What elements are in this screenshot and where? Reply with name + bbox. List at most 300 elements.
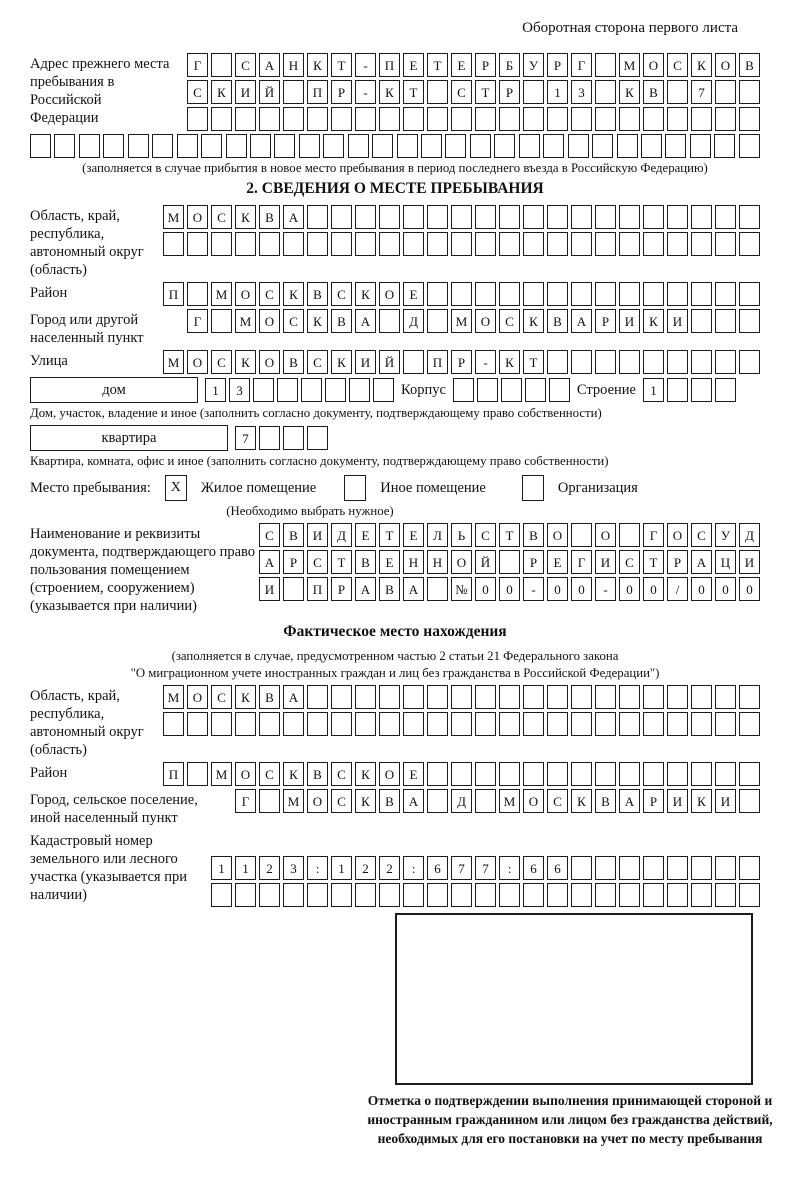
- char-cell[interactable]: [475, 712, 496, 736]
- char-cell[interactable]: [715, 107, 736, 131]
- char-cell[interactable]: К: [307, 53, 328, 77]
- char-cell[interactable]: 2: [355, 856, 376, 880]
- char-cell[interactable]: [403, 883, 424, 907]
- char-cell[interactable]: [691, 378, 712, 402]
- char-cell[interactable]: [427, 205, 448, 229]
- char-cell[interactable]: [475, 883, 496, 907]
- char-cell[interactable]: -: [523, 577, 544, 601]
- char-cell[interactable]: [543, 134, 564, 158]
- char-cell[interactable]: [499, 205, 520, 229]
- char-cell[interactable]: [643, 232, 664, 256]
- char-cell[interactable]: /: [667, 577, 688, 601]
- char-cell[interactable]: В: [307, 762, 328, 786]
- char-cell[interactable]: [477, 378, 498, 402]
- char-cell[interactable]: С: [307, 550, 328, 574]
- char-cell[interactable]: [571, 856, 592, 880]
- char-cell[interactable]: [259, 883, 280, 907]
- char-cell[interactable]: А: [259, 53, 280, 77]
- char-cell[interactable]: [211, 309, 232, 333]
- char-cell[interactable]: [595, 712, 616, 736]
- char-cell[interactable]: К: [211, 80, 232, 104]
- char-cell[interactable]: [307, 883, 328, 907]
- char-cell[interactable]: [427, 309, 448, 333]
- char-cell[interactable]: [715, 685, 736, 709]
- char-cell[interactable]: О: [643, 53, 664, 77]
- char-cell[interactable]: [397, 134, 418, 158]
- char-cell[interactable]: 1: [643, 378, 664, 402]
- char-cell[interactable]: [667, 378, 688, 402]
- char-cell[interactable]: П: [379, 53, 400, 77]
- char-cell[interactable]: [619, 523, 640, 547]
- char-cell[interactable]: К: [355, 762, 376, 786]
- char-cell[interactable]: О: [187, 685, 208, 709]
- char-cell[interactable]: [355, 685, 376, 709]
- char-cell[interactable]: :: [403, 856, 424, 880]
- char-cell[interactable]: В: [523, 523, 544, 547]
- char-cell[interactable]: [641, 134, 662, 158]
- char-cell[interactable]: О: [715, 53, 736, 77]
- char-cell[interactable]: Р: [499, 80, 520, 104]
- char-cell[interactable]: [187, 712, 208, 736]
- char-cell[interactable]: Ц: [715, 550, 736, 574]
- char-cell[interactable]: С: [331, 762, 352, 786]
- char-cell[interactable]: С: [691, 523, 712, 547]
- char-cell[interactable]: [568, 134, 589, 158]
- char-cell[interactable]: М: [211, 762, 232, 786]
- char-cell[interactable]: [571, 523, 592, 547]
- char-cell[interactable]: [523, 883, 544, 907]
- char-cell[interactable]: [427, 883, 448, 907]
- char-cell[interactable]: Т: [499, 523, 520, 547]
- char-cell[interactable]: [739, 712, 760, 736]
- char-cell[interactable]: [427, 232, 448, 256]
- char-cell[interactable]: [667, 205, 688, 229]
- char-cell[interactable]: [307, 205, 328, 229]
- char-cell[interactable]: [475, 789, 496, 813]
- char-cell[interactable]: [519, 134, 540, 158]
- char-cell[interactable]: [379, 205, 400, 229]
- char-cell[interactable]: С: [667, 53, 688, 77]
- char-cell[interactable]: [235, 883, 256, 907]
- char-cell[interactable]: [619, 205, 640, 229]
- char-cell[interactable]: [547, 282, 568, 306]
- char-cell[interactable]: В: [283, 350, 304, 374]
- char-cell[interactable]: Р: [547, 53, 568, 77]
- char-cell[interactable]: [379, 107, 400, 131]
- char-cell[interactable]: [373, 378, 394, 402]
- char-cell[interactable]: В: [739, 53, 760, 77]
- char-cell[interactable]: С: [619, 550, 640, 574]
- char-cell[interactable]: [691, 205, 712, 229]
- char-cell[interactable]: К: [571, 789, 592, 813]
- char-cell[interactable]: [470, 134, 491, 158]
- char-cell[interactable]: Р: [331, 577, 352, 601]
- char-cell[interactable]: [501, 378, 522, 402]
- char-cell[interactable]: [427, 80, 448, 104]
- char-cell[interactable]: О: [451, 550, 472, 574]
- char-cell[interactable]: [475, 205, 496, 229]
- char-cell[interactable]: [349, 378, 370, 402]
- char-cell[interactable]: [595, 856, 616, 880]
- char-cell[interactable]: [571, 883, 592, 907]
- char-cell[interactable]: А: [355, 309, 376, 333]
- char-cell[interactable]: Е: [451, 53, 472, 77]
- char-cell[interactable]: [187, 107, 208, 131]
- char-cell[interactable]: [379, 309, 400, 333]
- char-cell[interactable]: [691, 309, 712, 333]
- char-cell[interactable]: [595, 80, 616, 104]
- char-cell[interactable]: [379, 232, 400, 256]
- char-cell[interactable]: Т: [331, 53, 352, 77]
- char-cell[interactable]: 1: [547, 80, 568, 104]
- char-cell[interactable]: [667, 856, 688, 880]
- char-cell[interactable]: [451, 232, 472, 256]
- char-cell[interactable]: [187, 232, 208, 256]
- char-cell[interactable]: 1: [205, 378, 226, 402]
- char-cell[interactable]: [715, 350, 736, 374]
- char-cell[interactable]: К: [691, 53, 712, 77]
- char-cell[interactable]: В: [595, 789, 616, 813]
- char-cell[interactable]: Р: [643, 789, 664, 813]
- char-cell[interactable]: [523, 712, 544, 736]
- char-cell[interactable]: В: [643, 80, 664, 104]
- char-cell[interactable]: [595, 762, 616, 786]
- char-cell[interactable]: [201, 134, 222, 158]
- char-cell[interactable]: П: [163, 282, 184, 306]
- char-cell[interactable]: [523, 232, 544, 256]
- char-cell[interactable]: [494, 134, 515, 158]
- char-cell[interactable]: [715, 712, 736, 736]
- char-cell[interactable]: [739, 350, 760, 374]
- char-cell[interactable]: [475, 232, 496, 256]
- char-cell[interactable]: Р: [283, 550, 304, 574]
- char-cell[interactable]: [595, 107, 616, 131]
- char-cell[interactable]: Е: [403, 523, 424, 547]
- char-cell[interactable]: [715, 762, 736, 786]
- char-cell[interactable]: В: [283, 523, 304, 547]
- char-cell[interactable]: [617, 134, 638, 158]
- char-cell[interactable]: А: [403, 789, 424, 813]
- char-cell[interactable]: [499, 107, 520, 131]
- char-cell[interactable]: С: [211, 205, 232, 229]
- char-cell[interactable]: С: [211, 350, 232, 374]
- char-cell[interactable]: [307, 107, 328, 131]
- char-cell[interactable]: [667, 80, 688, 104]
- char-cell[interactable]: С: [259, 762, 280, 786]
- char-cell[interactable]: 1: [235, 856, 256, 880]
- char-cell[interactable]: А: [571, 309, 592, 333]
- char-cell[interactable]: [283, 577, 304, 601]
- char-cell[interactable]: [259, 712, 280, 736]
- char-cell[interactable]: -: [475, 350, 496, 374]
- char-cell[interactable]: [523, 685, 544, 709]
- char-cell[interactable]: [499, 712, 520, 736]
- char-cell[interactable]: М: [619, 53, 640, 77]
- char-cell[interactable]: О: [595, 523, 616, 547]
- char-cell[interactable]: [211, 53, 232, 77]
- char-cell[interactable]: [427, 712, 448, 736]
- char-cell[interactable]: А: [403, 577, 424, 601]
- char-cell[interactable]: [235, 712, 256, 736]
- char-cell[interactable]: -: [595, 577, 616, 601]
- char-cell[interactable]: Д: [403, 309, 424, 333]
- char-cell[interactable]: [571, 712, 592, 736]
- char-cell[interactable]: [643, 856, 664, 880]
- char-cell[interactable]: [103, 134, 124, 158]
- char-cell[interactable]: [595, 232, 616, 256]
- char-cell[interactable]: [667, 350, 688, 374]
- char-cell[interactable]: [525, 378, 546, 402]
- char-cell[interactable]: О: [379, 282, 400, 306]
- char-cell[interactable]: В: [547, 309, 568, 333]
- char-cell[interactable]: О: [235, 282, 256, 306]
- char-cell[interactable]: [595, 205, 616, 229]
- char-cell[interactable]: Р: [451, 350, 472, 374]
- char-cell[interactable]: [691, 762, 712, 786]
- char-cell[interactable]: [499, 883, 520, 907]
- char-cell[interactable]: 0: [499, 577, 520, 601]
- char-cell[interactable]: [235, 232, 256, 256]
- char-cell[interactable]: 0: [619, 577, 640, 601]
- char-cell[interactable]: [307, 685, 328, 709]
- char-cell[interactable]: А: [691, 550, 712, 574]
- char-cell[interactable]: Е: [403, 53, 424, 77]
- char-cell[interactable]: [253, 378, 274, 402]
- char-cell[interactable]: И: [307, 523, 328, 547]
- char-cell[interactable]: [619, 856, 640, 880]
- char-cell[interactable]: Г: [235, 789, 256, 813]
- char-cell[interactable]: [379, 712, 400, 736]
- char-cell[interactable]: [283, 232, 304, 256]
- char-cell[interactable]: [475, 107, 496, 131]
- char-cell[interactable]: [690, 134, 711, 158]
- char-cell[interactable]: К: [355, 282, 376, 306]
- char-cell[interactable]: Т: [475, 80, 496, 104]
- char-cell[interactable]: [595, 883, 616, 907]
- char-cell[interactable]: В: [259, 685, 280, 709]
- char-cell[interactable]: [619, 712, 640, 736]
- char-cell[interactable]: Т: [379, 523, 400, 547]
- char-cell[interactable]: 7: [451, 856, 472, 880]
- char-cell[interactable]: [187, 282, 208, 306]
- char-cell[interactable]: [715, 80, 736, 104]
- char-cell[interactable]: [451, 883, 472, 907]
- char-cell[interactable]: Р: [523, 550, 544, 574]
- char-cell[interactable]: 2: [259, 856, 280, 880]
- char-cell[interactable]: И: [259, 577, 280, 601]
- char-cell[interactable]: В: [259, 205, 280, 229]
- char-cell[interactable]: [325, 378, 346, 402]
- char-cell[interactable]: [619, 282, 640, 306]
- char-cell[interactable]: Р: [595, 309, 616, 333]
- char-cell[interactable]: Г: [643, 523, 664, 547]
- char-cell[interactable]: [403, 205, 424, 229]
- char-cell[interactable]: 3: [229, 378, 250, 402]
- char-cell[interactable]: [277, 378, 298, 402]
- char-cell[interactable]: О: [235, 762, 256, 786]
- char-cell[interactable]: 7: [235, 426, 256, 450]
- char-cell[interactable]: К: [283, 282, 304, 306]
- char-cell[interactable]: [715, 378, 736, 402]
- char-cell[interactable]: [475, 282, 496, 306]
- char-cell[interactable]: Р: [475, 53, 496, 77]
- char-cell[interactable]: [211, 232, 232, 256]
- char-cell[interactable]: Б: [499, 53, 520, 77]
- char-cell[interactable]: [379, 883, 400, 907]
- char-cell[interactable]: [667, 282, 688, 306]
- char-cell[interactable]: [643, 350, 664, 374]
- char-cell[interactable]: С: [259, 282, 280, 306]
- char-cell[interactable]: О: [667, 523, 688, 547]
- char-cell[interactable]: [619, 107, 640, 131]
- char-cell[interactable]: [30, 134, 51, 158]
- char-cell[interactable]: С: [259, 523, 280, 547]
- char-cell[interactable]: [739, 762, 760, 786]
- char-cell[interactable]: К: [235, 350, 256, 374]
- char-cell[interactable]: [547, 107, 568, 131]
- char-cell[interactable]: [499, 762, 520, 786]
- char-cell[interactable]: [571, 685, 592, 709]
- char-cell[interactable]: [739, 232, 760, 256]
- char-cell[interactable]: [714, 134, 735, 158]
- char-cell[interactable]: [715, 309, 736, 333]
- char-cell[interactable]: Л: [427, 523, 448, 547]
- char-cell[interactable]: 3: [283, 856, 304, 880]
- char-cell[interactable]: [259, 426, 280, 450]
- char-cell[interactable]: [427, 685, 448, 709]
- char-cell[interactable]: [619, 685, 640, 709]
- char-cell[interactable]: [427, 107, 448, 131]
- char-cell[interactable]: [499, 232, 520, 256]
- char-cell[interactable]: [643, 205, 664, 229]
- char-cell[interactable]: 0: [643, 577, 664, 601]
- char-cell[interactable]: 0: [715, 577, 736, 601]
- char-cell[interactable]: [451, 205, 472, 229]
- char-cell[interactable]: С: [475, 523, 496, 547]
- char-cell[interactable]: :: [307, 856, 328, 880]
- char-cell[interactable]: Т: [331, 550, 352, 574]
- char-cell[interactable]: И: [235, 80, 256, 104]
- char-cell[interactable]: [499, 685, 520, 709]
- char-cell[interactable]: [427, 577, 448, 601]
- char-cell[interactable]: К: [235, 205, 256, 229]
- char-cell[interactable]: Й: [259, 80, 280, 104]
- char-cell[interactable]: [571, 282, 592, 306]
- char-cell[interactable]: [691, 856, 712, 880]
- char-cell[interactable]: М: [211, 282, 232, 306]
- char-cell[interactable]: [667, 107, 688, 131]
- char-cell[interactable]: [571, 350, 592, 374]
- char-cell[interactable]: И: [715, 789, 736, 813]
- char-cell[interactable]: [571, 205, 592, 229]
- char-cell[interactable]: 3: [571, 80, 592, 104]
- char-cell[interactable]: А: [619, 789, 640, 813]
- char-cell[interactable]: [331, 712, 352, 736]
- char-cell[interactable]: [451, 107, 472, 131]
- char-cell[interactable]: [307, 232, 328, 256]
- char-cell[interactable]: :: [499, 856, 520, 880]
- char-cell[interactable]: [177, 134, 198, 158]
- char-cell[interactable]: [307, 712, 328, 736]
- char-cell[interactable]: [427, 282, 448, 306]
- char-cell[interactable]: [403, 712, 424, 736]
- char-cell[interactable]: [523, 80, 544, 104]
- char-cell[interactable]: К: [619, 80, 640, 104]
- char-cell[interactable]: В: [355, 550, 376, 574]
- char-cell[interactable]: Т: [523, 350, 544, 374]
- char-cell[interactable]: И: [595, 550, 616, 574]
- char-cell[interactable]: Й: [379, 350, 400, 374]
- char-cell[interactable]: [667, 685, 688, 709]
- char-cell[interactable]: [163, 232, 184, 256]
- char-cell[interactable]: [691, 883, 712, 907]
- char-cell[interactable]: [211, 712, 232, 736]
- char-cell[interactable]: О: [187, 350, 208, 374]
- char-cell[interactable]: [619, 350, 640, 374]
- char-cell[interactable]: Н: [427, 550, 448, 574]
- char-cell[interactable]: [499, 550, 520, 574]
- char-cell[interactable]: [348, 134, 369, 158]
- char-cell[interactable]: Й: [475, 550, 496, 574]
- char-cell[interactable]: [592, 134, 613, 158]
- char-cell[interactable]: [403, 232, 424, 256]
- char-cell[interactable]: 0: [739, 577, 760, 601]
- char-cell[interactable]: [667, 883, 688, 907]
- char-cell[interactable]: [323, 134, 344, 158]
- char-cell[interactable]: [445, 134, 466, 158]
- char-cell[interactable]: [451, 282, 472, 306]
- char-cell[interactable]: 1: [331, 856, 352, 880]
- char-cell[interactable]: [259, 232, 280, 256]
- char-cell[interactable]: [235, 107, 256, 131]
- char-cell[interactable]: [211, 107, 232, 131]
- char-cell[interactable]: [283, 883, 304, 907]
- char-cell[interactable]: [403, 685, 424, 709]
- char-cell[interactable]: [152, 134, 173, 158]
- char-cell[interactable]: [595, 350, 616, 374]
- char-cell[interactable]: И: [667, 309, 688, 333]
- char-cell[interactable]: Е: [355, 523, 376, 547]
- char-cell[interactable]: [619, 883, 640, 907]
- char-cell[interactable]: Е: [403, 762, 424, 786]
- char-cell[interactable]: [643, 107, 664, 131]
- char-cell[interactable]: А: [355, 577, 376, 601]
- char-cell[interactable]: [379, 685, 400, 709]
- char-cell[interactable]: [499, 282, 520, 306]
- char-cell[interactable]: Т: [427, 53, 448, 77]
- char-cell[interactable]: Р: [667, 550, 688, 574]
- char-cell[interactable]: Е: [547, 550, 568, 574]
- char-cell[interactable]: [451, 762, 472, 786]
- char-cell[interactable]: [691, 685, 712, 709]
- char-cell[interactable]: К: [331, 350, 352, 374]
- char-cell[interactable]: [715, 205, 736, 229]
- char-cell[interactable]: [301, 378, 322, 402]
- char-cell[interactable]: [739, 80, 760, 104]
- char-cell[interactable]: О: [547, 523, 568, 547]
- char-cell[interactable]: [355, 205, 376, 229]
- char-cell[interactable]: [226, 134, 247, 158]
- char-cell[interactable]: Т: [403, 80, 424, 104]
- char-cell[interactable]: [283, 712, 304, 736]
- char-cell[interactable]: И: [619, 309, 640, 333]
- char-cell[interactable]: Е: [379, 550, 400, 574]
- char-cell[interactable]: [79, 134, 100, 158]
- char-cell[interactable]: П: [307, 80, 328, 104]
- char-cell[interactable]: [739, 789, 760, 813]
- char-cell[interactable]: Н: [283, 53, 304, 77]
- char-cell[interactable]: 1: [211, 856, 232, 880]
